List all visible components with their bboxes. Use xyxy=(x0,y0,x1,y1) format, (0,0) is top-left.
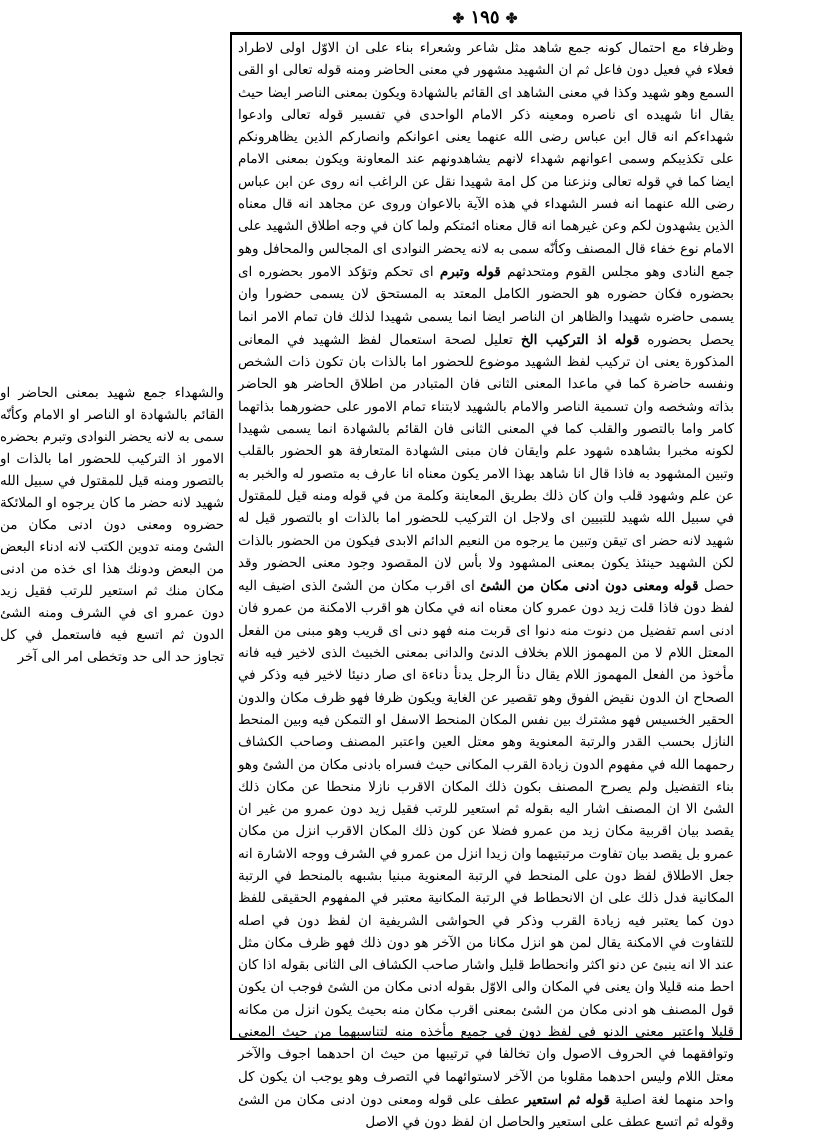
keyword-qawluhu: قوله xyxy=(614,331,640,348)
commentary-paragraph xyxy=(238,38,734,1135)
lemma: وتبرم xyxy=(439,263,470,280)
keyword-qawluhu: قوله xyxy=(673,578,699,595)
lemma: ومعنى دون ادنى مكان من الشئ xyxy=(480,578,669,595)
ornament-icon: ✤ xyxy=(452,11,465,27)
text-segment: اى اقرب مكان من الشئ الذى اضيف اليه لفظ دون فاذا قلت زيد دون عمرو كان معناه انه في مكان هو اقرب الامكنة من عمرو فان ادنى اسم تفضيل من دنوت منه دنوا اى قربت منه فهو دنى اى قريب وهو مبنى من الفعل المعتل اللام لا من المهموز اللام بخلاف الدنئ والدانى بمعنى الخبيث الذى لاخير فيه فانه مأخوذ من الفعل المهموز اللام يقال دنأ الرجل يدنأ دناءة اى صار دنيئا لاخير فيه وذكر في الصحاح ان الدون نقيض الفوق وهو تقصير عن الغاية ويكون ظرفا فهو ظرف مكان والدون الحقير الخسيس فهو مشترك بين نفس المكان المنحط الاسفل او التمكن فيه وبين المنحط النازل بحسب القدر والرتبة المعنوية وهو معتل العين واعتبر المصنف وصاحب الكشاف رحمهما الله في مفهوم الدون زيادة القرب المكانى حيث فسراه بادنى مكان من الشئ وهو بناء التفضيل ولم يصرح المصنف بكون ذلك المكان الاقرب نازلا منحطا عن مكان ذلك الشئ الا ان المصنف اشار اليه بقوله ثم استعير للرتب فقيل زيد دون عمرو من غير ان يقصد بيان اقربية مكان زيد من عمرو فضلا عن كون ذلك المكان الاقرب انزل من مكان عمرو بل يقصد بيان تفاوت مرتبتيهما وان زيدا انزل من عمرو في الشرف ووجه الاشارة انه جعل الاطلاق لفظ دون على المنحط في الرتبة المعنوية مبنيا بشبهه بالمنحط في الرتبة المكانية فدل ذلك على ان الانحطاط في الرتبة المكانية معتبر في المفهوم الحقيقى للفظ دون كما يعتبر فيه زيادة القرب وذكر في الحواشى الشريفية ان لفظ دون في اصله للتفاوت في الامكنة يقال لمن هو انزل مكانا من الآخر هو دون ذلك فهو ظرف مكان مثل عند الا انه ينبئ عن دنو اكثر وانحطاط قليل واشار صاحب الكشاف الى الثانى بقوله اذا كان احط منه قليلا وان يعنى في المكان والى الاوّل بقوله ادنى مكان من الشئ فوجب ان يكون قول المصنف هو ادنى مكان من الشئ بمعنى اقرب مكان منه بحيث يكون انزل من مكانه قليلا واعتبر معنى الدنو في لفظ دون في جميع مأخذه منه لتناسبهما من حيث المعنى وتوافقهما في الحروف الاصول وان تخالفا في ترتيبها من حيث ان احدهما اجوف والآخر معتل اللام وليس احدهما مقلوبا من الآخر لاستوائهما في التصرف وهو يوجب ان يكون كل واحد منهما لغة اصلية xyxy=(238,579,735,1108)
lemma: اذ التركيب الخ xyxy=(520,331,607,348)
lemma: ثم استعير xyxy=(524,1091,581,1108)
text-segment: وظرفاء مع احتمال كونه جمع شاهد مثل شاعر وشعراء بناء على ان الاوّل اولى لاطراد فعلاء في فعيل دون فاعل ثم ان الشهيد مشهور في معنى الحاضر ومنه قوله تعالى او القى السمع وهو شهيد وكذا في معنى الشاهد اى القائم بالشهادة ويكون بمعنى الناصر ايضا حيث يقال انا شهيده اى ناصره ومعينه ذكر الامام الواحدى في تفسير قوله تعالى وادعوا شهداءكم انه قال ابن عباس رضى الله عنهما يعنى اعوانكم وانصاركم الذين يظاهرونكم على تكذيبكم وسمى اعوانهم شهداء لانهم يشاهدونهم عند المعاونة ويكون بمعنى الامام ايضا كما في قوله تعالى ونزعنا من كل امة شهيدا نقل عن الراغب انه روى عن ابن عباس رضى الله عنهما انه فسر الشهداء في هذه الآية بالاعوان وروى عن مجاهد انه قال معناه الذين يشهدون لكم وعن غيرهما انه قال معناه ائمتكم ولما كان في وجه اطلاق الشهيد على الامام نوع خفاء قال المصنف وكأنّه سمى به لانه يحضر النوادى اى المجالس والمحافل وهو جمع النادى وهو مجلس القوم ومتحدثهم xyxy=(238,41,734,280)
base-text-margin xyxy=(0,383,224,669)
keyword-qawluhu: قوله xyxy=(585,1091,610,1108)
text-segment: تعليل لصحة استعمال لفظ الشهيد في المعانى المذكورة يعنى ان تركيب لفظ الشهيد موضوع للحضور اما بالذات بان تكون ذات الشخص ونفسه حاضرة كما في ماعدا المعنى الثانى فان المتبادر من اطلاق الحاضر هو الحاضر بذاته وشخصه وان تسمية الناصر والامام بالشهيد لابتناء تمام الامور على حضورهما بذاتهما كامر واما بالتصور والقلب كما في المعنى الثانى فان القائم بالشهادة انما يسمى شهيدا لكونه مخبرا بشاهده شهود علم وايقان فان مبنى الشهادة المتعارفة هو الحضور بالقلب وتبين المشهود به فاذا قال انا شاهد بهذا الامر يكون معناه انا عارف به متصور له والخبر به عن علم وشهود قلب وان كان ذلك بطريق المعاينة وكلمة من في قوله ومنه قيل للمقتول في سبيل الله شهيد للتبيين اى ولاجل ان التركيب للحضور اما بالذات او بالتصور قيل له شهيد لانه حضر اى تيقن وتبين ما يرجوه من النعيم الدائم الابدى فيكون من الحضور بالذات لكن الشهيد حينئذ يكون بمعنى المشهود ولا بأس لان المقصود وجود معنى الحضور وقد حصل xyxy=(238,332,735,595)
keyword-qawluhu: قوله xyxy=(476,263,501,280)
text-segment: عطف على قوله ومعنى دون ادنى مكان من الشئ وقوله ثم اتسع عطف على استعير والحاصل ان لفظ دون في الاصل xyxy=(238,1092,734,1131)
ornament-icon: ✤ xyxy=(505,11,518,27)
commentary-text xyxy=(238,38,735,1131)
page-number: ١٩٥ xyxy=(470,7,500,28)
page-header xyxy=(230,4,740,32)
base-text-paragraph: والشهداء جمع شهيد بمعنى الحاضر او القائم بالشهادة او الناصر او الامام وكأنّه سمى به لانه يحضر النوادى وتبرم بحضره الامور اذ التركيب للحضور اما بالذات او بالتصور ومنه قيل للمقتول في سبيل الله شهيد لانه حضر ما كان يرجوه او الملائكة حضروه ومعنى دون ادنى مكان من الشئ ومنه تدوين الكتب لانه ادناء البعض من البعض ودونك هذا اى خذه من ادنى مكان منك ثم استعير للرتب فقيل زيد دون عمرو اى في الشرف ومنه الشئ الدون ثم اتسع فيه فاستعمل في كل تجاوز حد الى حد وتخطى امر الى آخر xyxy=(0,386,224,665)
text-segment: اى تحكم وتؤكد الامور بحضوره اى بحضوره فكان حضوره هو الحضور الكامل المعتد به المستحق لان يسمى حضورا وان يسمى حاضره شهيدا والظاهر ان الناصر ايضا انما يسمى شهيدا لذلك فان تمام الامر انما يحصل بحضوره xyxy=(238,264,734,348)
